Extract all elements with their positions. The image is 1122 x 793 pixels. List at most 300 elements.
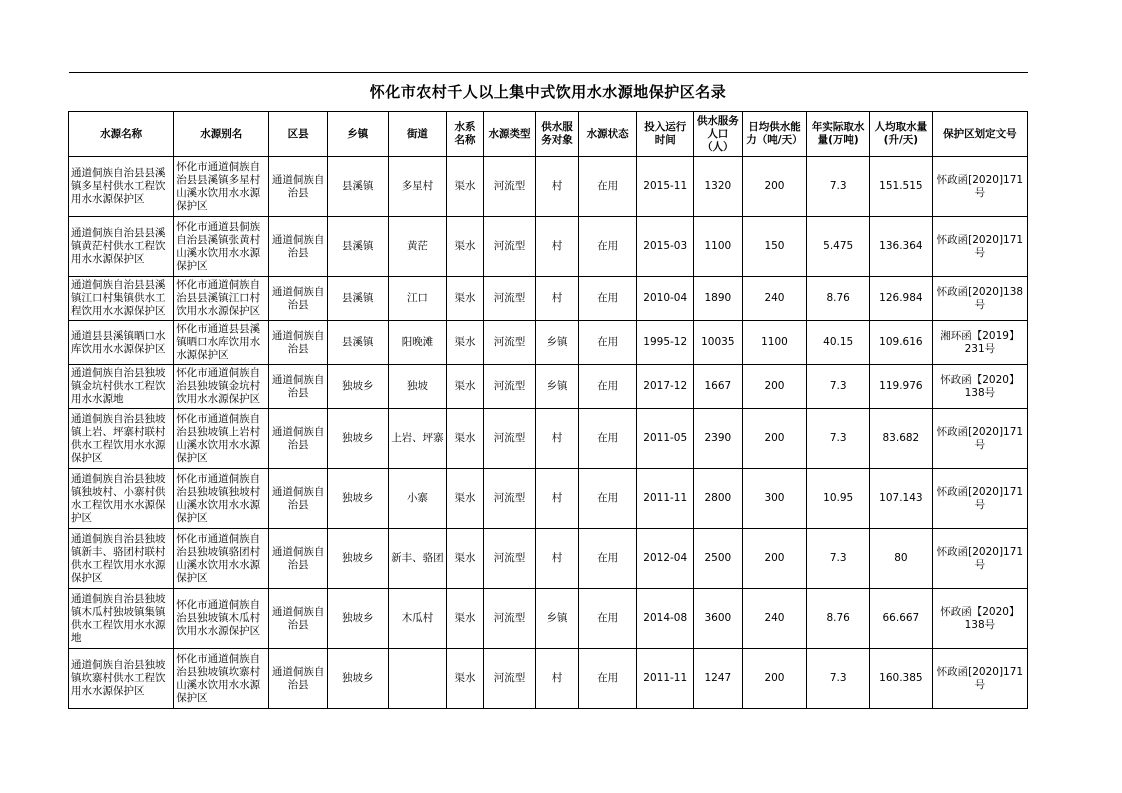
column-header: 投入运行时间 [637,112,694,157]
daily-capacity-text: 200 [764,180,785,192]
town-text: 县溪镇 [342,336,374,348]
source-type-cell [483,365,536,409]
annual-withdrawal-cell [807,365,870,409]
service-target-cell [536,529,578,589]
protection-doc-number-cell [932,321,1027,365]
source-type-text: 河流型 [493,336,526,348]
town-text: 独坡乡 [342,492,374,504]
river-system-text: 渠水 [454,380,476,392]
per-capita-withdrawal-text: 109.616 [879,336,923,348]
source-type-text: 河流型 [493,432,526,444]
table-row [69,469,1028,529]
operation-date-text: 2015-03 [643,240,688,252]
service-target-text: 村 [551,240,563,252]
street-cell [388,217,447,277]
service-target-text: 乡镇 [546,336,568,348]
operation-date-cell [637,217,694,277]
source-name-cell [69,649,174,709]
daily-capacity-text: 240 [764,612,785,624]
source-type-text: 河流型 [493,292,526,304]
source-type-cell [483,277,536,321]
table-row [69,217,1028,277]
source-alias-text: 怀化市通道县县溪镇晒口水库饮用水水源保护区 [176,323,261,361]
river-system-text: 渠水 [454,336,476,348]
source-name-text: 通道侗族自治县县溪镇多星村供水工程饮用水水源保护区 [71,167,166,205]
street-cell [388,321,447,365]
daily-capacity-text: 1100 [761,336,788,348]
water-source-table [68,72,1028,709]
daily-capacity-cell [742,157,807,217]
table-row [69,365,1028,409]
river-system-text: 渠水 [454,180,476,192]
annual-withdrawal-text: 10.95 [823,492,854,504]
source-name-cell [69,157,174,217]
river-system-cell [447,469,483,529]
operation-date-cell [637,529,694,589]
annual-withdrawal-cell [807,277,870,321]
river-system-text: 渠水 [454,432,476,444]
protection-doc-number-text: 怀政函[2020]171号 [936,665,1024,691]
annual-withdrawal-text: 7.3 [829,432,847,444]
service-target-cell [536,589,578,649]
service-population-cell [694,217,743,277]
service-population-cell [694,649,743,709]
river-system-text: 渠水 [454,672,476,684]
river-system-cell [447,649,483,709]
service-population-text: 2390 [704,432,732,444]
source-alias-cell [174,365,269,409]
river-system-text: 渠水 [454,552,476,564]
annual-withdrawal-cell [807,469,870,529]
service-population-cell [694,589,743,649]
protection-doc-number-cell [932,217,1027,277]
operation-date-text: 2017-12 [643,380,688,392]
source-alias-cell [174,649,269,709]
service-population-text: 10035 [701,336,735,348]
street-cell [388,529,447,589]
town-cell [327,649,388,709]
source-status-text: 在用 [597,552,619,564]
per-capita-withdrawal-text: 119.976 [879,380,923,392]
service-target-text: 乡镇 [546,380,568,392]
protection-doc-number-cell [932,589,1027,649]
source-alias-cell [174,529,269,589]
daily-capacity-cell [742,365,807,409]
source-alias-cell [174,277,269,321]
county-text: 通道侗族自治县 [271,545,325,571]
river-system-text: 渠水 [454,612,476,624]
service-target-text: 乡镇 [546,612,568,624]
street-cell [388,277,447,321]
county-cell [269,469,328,529]
operation-date-cell [637,649,694,709]
source-type-text: 河流型 [493,552,526,564]
service-population-text: 2500 [704,552,732,564]
source-name-cell [69,321,174,365]
source-alias-cell [174,157,269,217]
annual-withdrawal-text: 7.3 [829,552,847,564]
protection-doc-number-cell [932,277,1027,321]
source-status-text: 在用 [597,292,619,304]
per-capita-withdrawal-cell [870,469,933,529]
source-name-cell [69,409,174,469]
service-population-cell [694,321,743,365]
source-type-cell [483,469,536,529]
operation-date-text: 2011-11 [643,672,688,684]
source-name-cell [69,365,174,409]
river-system-cell [447,157,483,217]
county-cell [269,589,328,649]
source-name-cell [69,529,174,589]
source-alias-cell [174,469,269,529]
service-population-cell [694,365,743,409]
street-text: 木瓜村 [401,612,434,624]
county-cell [269,321,328,365]
service-target-text: 村 [551,672,563,684]
source-status-cell [578,321,637,365]
street-text: 多星村 [401,180,434,192]
county-text: 通道侗族自治县 [271,485,325,511]
street-cell [388,469,447,529]
source-name-text: 通道侗族自治县独坡镇独坡村、小寨村供水工程饮用水水源保护区 [71,472,166,524]
source-alias-cell [174,321,269,365]
county-text: 通道侗族自治县 [271,665,325,691]
table-row [69,409,1028,469]
county-text: 通道侗族自治县 [271,373,325,399]
source-alias-text: 怀化市通道侗族自治县县溪镇多星村山溪水饮用水水源保护区 [176,160,261,212]
service-population-text: 1890 [704,292,732,304]
title-row [69,73,1028,112]
source-name-text: 通道侗族自治县县溪镇黄茫村供水工程饮用水水源保护区 [71,227,166,265]
per-capita-withdrawal-cell [870,157,933,217]
source-alias-text: 怀化市通道侗族自治县独坡镇坎寨村山溪水饮用水水源保护区 [176,652,261,704]
table-row [69,589,1028,649]
annual-withdrawal-cell [807,321,870,365]
source-type-text: 河流型 [493,492,526,504]
daily-capacity-cell [742,217,807,277]
source-status-cell [578,365,637,409]
operation-date-cell [637,277,694,321]
source-name-cell [69,589,174,649]
source-alias-text: 怀化市通道侗族自治县独坡镇木瓜村饮用水水源保护区 [176,599,261,637]
service-target-cell [536,409,578,469]
source-name-cell [69,469,174,529]
protection-doc-number-text: 怀政函[2020]171号 [936,425,1024,451]
town-text: 县溪镇 [342,292,374,304]
service-population-cell [694,157,743,217]
county-cell [269,277,328,321]
service-target-cell [536,277,578,321]
operation-date-cell [637,589,694,649]
source-status-text: 在用 [597,380,619,392]
daily-capacity-text: 240 [764,292,785,304]
county-text: 通道侗族自治县 [271,285,325,311]
source-status-text: 在用 [597,240,619,252]
per-capita-withdrawal-text: 126.984 [879,292,923,304]
town-cell [327,409,388,469]
service-target-text: 村 [551,292,563,304]
town-text: 独坡乡 [342,552,374,564]
town-text: 县溪镇 [342,180,374,192]
daily-capacity-cell [742,321,807,365]
source-status-text: 在用 [597,432,619,444]
annual-withdrawal-cell [807,217,870,277]
protection-doc-number-cell [932,409,1027,469]
service-target-text: 村 [551,180,563,192]
source-name-cell [69,217,174,277]
column-header: 保护区划定文号 [932,112,1027,157]
river-system-text: 渠水 [454,240,476,252]
annual-withdrawal-text: 40.15 [823,336,854,348]
daily-capacity-cell [742,529,807,589]
header-row [69,112,1028,157]
source-type-cell [483,321,536,365]
source-type-cell [483,589,536,649]
column-header: 区县 [269,112,328,157]
source-alias-cell [174,217,269,277]
daily-capacity-cell [742,277,807,321]
source-type-cell [483,217,536,277]
source-alias-text: 怀化市通道侗族自治县独坡镇上岩村山溪水饮用水水源保护区 [176,412,261,464]
daily-capacity-cell [742,469,807,529]
county-cell [269,529,328,589]
source-status-cell [578,409,637,469]
town-text: 独坡乡 [342,672,374,684]
river-system-cell [447,217,483,277]
service-target-text: 村 [551,552,563,564]
per-capita-withdrawal-text: 83.682 [882,432,920,444]
town-cell [327,469,388,529]
per-capita-withdrawal-text: 151.515 [879,180,923,192]
column-header: 水源别名 [174,112,269,157]
source-alias-text: 怀化市通道侗族自治县县溪镇江口村饮用水水源保护区 [176,279,261,317]
protection-doc-number-cell [932,157,1027,217]
per-capita-withdrawal-cell [870,321,933,365]
street-text: 黄茫 [406,240,428,252]
service-target-text: 村 [551,432,563,444]
source-status-cell [578,157,637,217]
table-row [69,277,1028,321]
annual-withdrawal-text: 7.3 [829,672,847,684]
protection-doc-number-text: 怀政函【2020】138号 [940,373,1020,399]
county-cell [269,365,328,409]
daily-capacity-text: 200 [764,552,785,564]
service-population-text: 1667 [704,380,732,392]
source-name-text: 通道县县溪镇晒口水库饮用水水源保护区 [71,329,166,355]
daily-capacity-text: 300 [764,492,785,504]
service-population-text: 2800 [704,492,732,504]
column-header: 年实际取水量(万吨) [807,112,870,157]
source-status-text: 在用 [597,336,619,348]
per-capita-withdrawal-cell [870,217,933,277]
column-header: 水源状态 [578,112,637,157]
protection-doc-number-text: 怀政函[2020]171号 [936,485,1024,511]
county-text: 通道侗族自治县 [271,233,325,259]
town-text: 独坡乡 [342,432,374,444]
protection-doc-number-cell [932,529,1027,589]
town-cell [327,321,388,365]
river-system-cell [447,321,483,365]
operation-date-text: 2011-11 [643,492,688,504]
column-header: 乡镇 [327,112,388,157]
operation-date-cell [637,321,694,365]
annual-withdrawal-text: 8.76 [826,612,850,624]
per-capita-withdrawal-cell [870,649,933,709]
daily-capacity-cell [742,649,807,709]
service-target-cell [536,365,578,409]
county-text: 通道侗族自治县 [271,173,325,199]
per-capita-withdrawal-cell [870,277,933,321]
source-alias-text: 怀化市通道侗族自治县独坡镇金坑村饮用水水源保护区 [176,367,261,405]
column-header: 日均供水能力（吨/天） [742,112,807,157]
source-alias-text: 怀化市通道侗族自治县独坡镇骆团村山溪水饮用水水源保护区 [176,532,261,584]
annual-withdrawal-text: 8.76 [826,292,850,304]
column-header: 供水服务对象 [536,112,578,157]
daily-capacity-text: 200 [764,672,785,684]
town-cell [327,217,388,277]
operation-date-cell [637,409,694,469]
operation-date-cell [637,365,694,409]
county-text: 通道侗族自治县 [271,329,325,355]
source-type-cell [483,409,536,469]
protection-doc-number-text: 怀政函[2020]171号 [936,545,1024,571]
source-alias-cell [174,409,269,469]
source-type-text: 河流型 [493,380,526,392]
source-status-cell [578,469,637,529]
county-cell [269,649,328,709]
protection-doc-number-text: 怀政函【2020】138号 [940,605,1020,631]
service-target-cell [536,321,578,365]
table-row [69,321,1028,365]
river-system-text: 渠水 [454,492,476,504]
town-cell [327,589,388,649]
annual-withdrawal-text: 7.3 [829,380,847,392]
county-text: 通道侗族自治县 [271,425,325,451]
source-type-cell [483,529,536,589]
source-name-text: 通道侗族自治县独坡镇上岩、坪寨村联村供水工程饮用水水源保护区 [71,412,166,464]
daily-capacity-cell [742,589,807,649]
street-text: 独坡 [406,380,428,392]
town-cell [327,529,388,589]
service-population-cell [694,277,743,321]
town-cell [327,277,388,321]
county-cell [269,157,328,217]
source-alias-cell [174,589,269,649]
source-name-text: 通道侗族自治县独坡镇木瓜村独坡镇集镇供水工程饮用水水源地 [71,592,166,644]
per-capita-withdrawal-cell [870,409,933,469]
protection-doc-number-cell [932,469,1027,529]
service-target-cell [536,157,578,217]
column-header: 水源名称 [69,112,174,157]
table-row [69,157,1028,217]
operation-date-text: 1995-12 [643,336,688,348]
source-type-text: 河流型 [493,672,526,684]
annual-withdrawal-cell [807,649,870,709]
river-system-cell [447,277,483,321]
source-status-cell [578,589,637,649]
annual-withdrawal-cell [807,589,870,649]
source-status-text: 在用 [597,672,619,684]
county-cell [269,409,328,469]
service-population-text: 1320 [704,180,732,192]
street-text: 新丰、骆团 [391,552,444,564]
page-title: 怀化市农村千人以上集中式饮用水水源地保护区名录 [69,73,1028,112]
operation-date-cell [637,469,694,529]
source-status-cell [578,529,637,589]
service-target-text: 村 [551,492,563,504]
source-status-text: 在用 [597,180,619,192]
annual-withdrawal-text: 7.3 [829,180,847,192]
daily-capacity-text: 200 [764,432,785,444]
source-status-cell [578,649,637,709]
column-header: 水系名称 [447,112,483,157]
service-population-text: 1247 [704,672,732,684]
town-text: 独坡乡 [342,380,374,392]
town-text: 独坡乡 [342,612,374,624]
column-header: 街道 [388,112,447,157]
operation-date-text: 2011-05 [643,432,688,444]
source-alias-text: 怀化市通道侗族自治县独坡镇独坡村山溪水饮用水水源保护区 [176,472,261,524]
service-population-cell [694,409,743,469]
per-capita-withdrawal-text: 160.385 [879,672,923,684]
source-name-text: 通道侗族自治县县溪镇江口村集镇供水工程饮用水水源保护区 [71,279,166,317]
operation-date-text: 2012-04 [643,552,688,564]
town-cell [327,157,388,217]
source-type-text: 河流型 [493,612,526,624]
per-capita-withdrawal-cell [870,529,933,589]
street-text: 阳晚滩 [401,336,434,348]
street-text: 小寨 [406,492,428,504]
source-type-text: 河流型 [493,240,526,252]
service-target-cell [536,469,578,529]
street-cell [388,409,447,469]
service-population-text: 1100 [704,240,732,252]
operation-date-text: 2015-11 [643,180,688,192]
river-system-cell [447,365,483,409]
operation-date-cell [637,157,694,217]
source-type-cell [483,157,536,217]
per-capita-withdrawal-text: 80 [894,552,908,564]
source-type-text: 河流型 [493,180,526,192]
town-text: 县溪镇 [342,240,374,252]
street-cell [388,589,447,649]
river-system-cell [447,589,483,649]
protection-doc-number-text: 湘环函【2019】231号 [940,329,1020,355]
per-capita-withdrawal-text: 66.667 [882,612,920,624]
annual-withdrawal-cell [807,409,870,469]
street-text: 江口 [406,292,428,304]
county-cell [269,217,328,277]
service-population-text: 3600 [704,612,732,624]
table-row [69,649,1028,709]
per-capita-withdrawal-text: 136.364 [879,240,923,252]
operation-date-text: 2014-08 [643,612,688,624]
street-cell [388,157,447,217]
daily-capacity-cell [742,409,807,469]
protection-doc-number-cell [932,365,1027,409]
column-header: 人均取水量(升/天) [870,112,933,157]
town-cell [327,365,388,409]
source-name-cell [69,277,174,321]
river-system-cell [447,409,483,469]
annual-withdrawal-cell [807,157,870,217]
table-row [69,529,1028,589]
operation-date-text: 2010-04 [643,292,688,304]
daily-capacity-text: 200 [764,380,785,392]
county-text: 通道侗族自治县 [271,605,325,631]
annual-withdrawal-text: 5.475 [823,240,854,252]
street-cell [388,649,447,709]
